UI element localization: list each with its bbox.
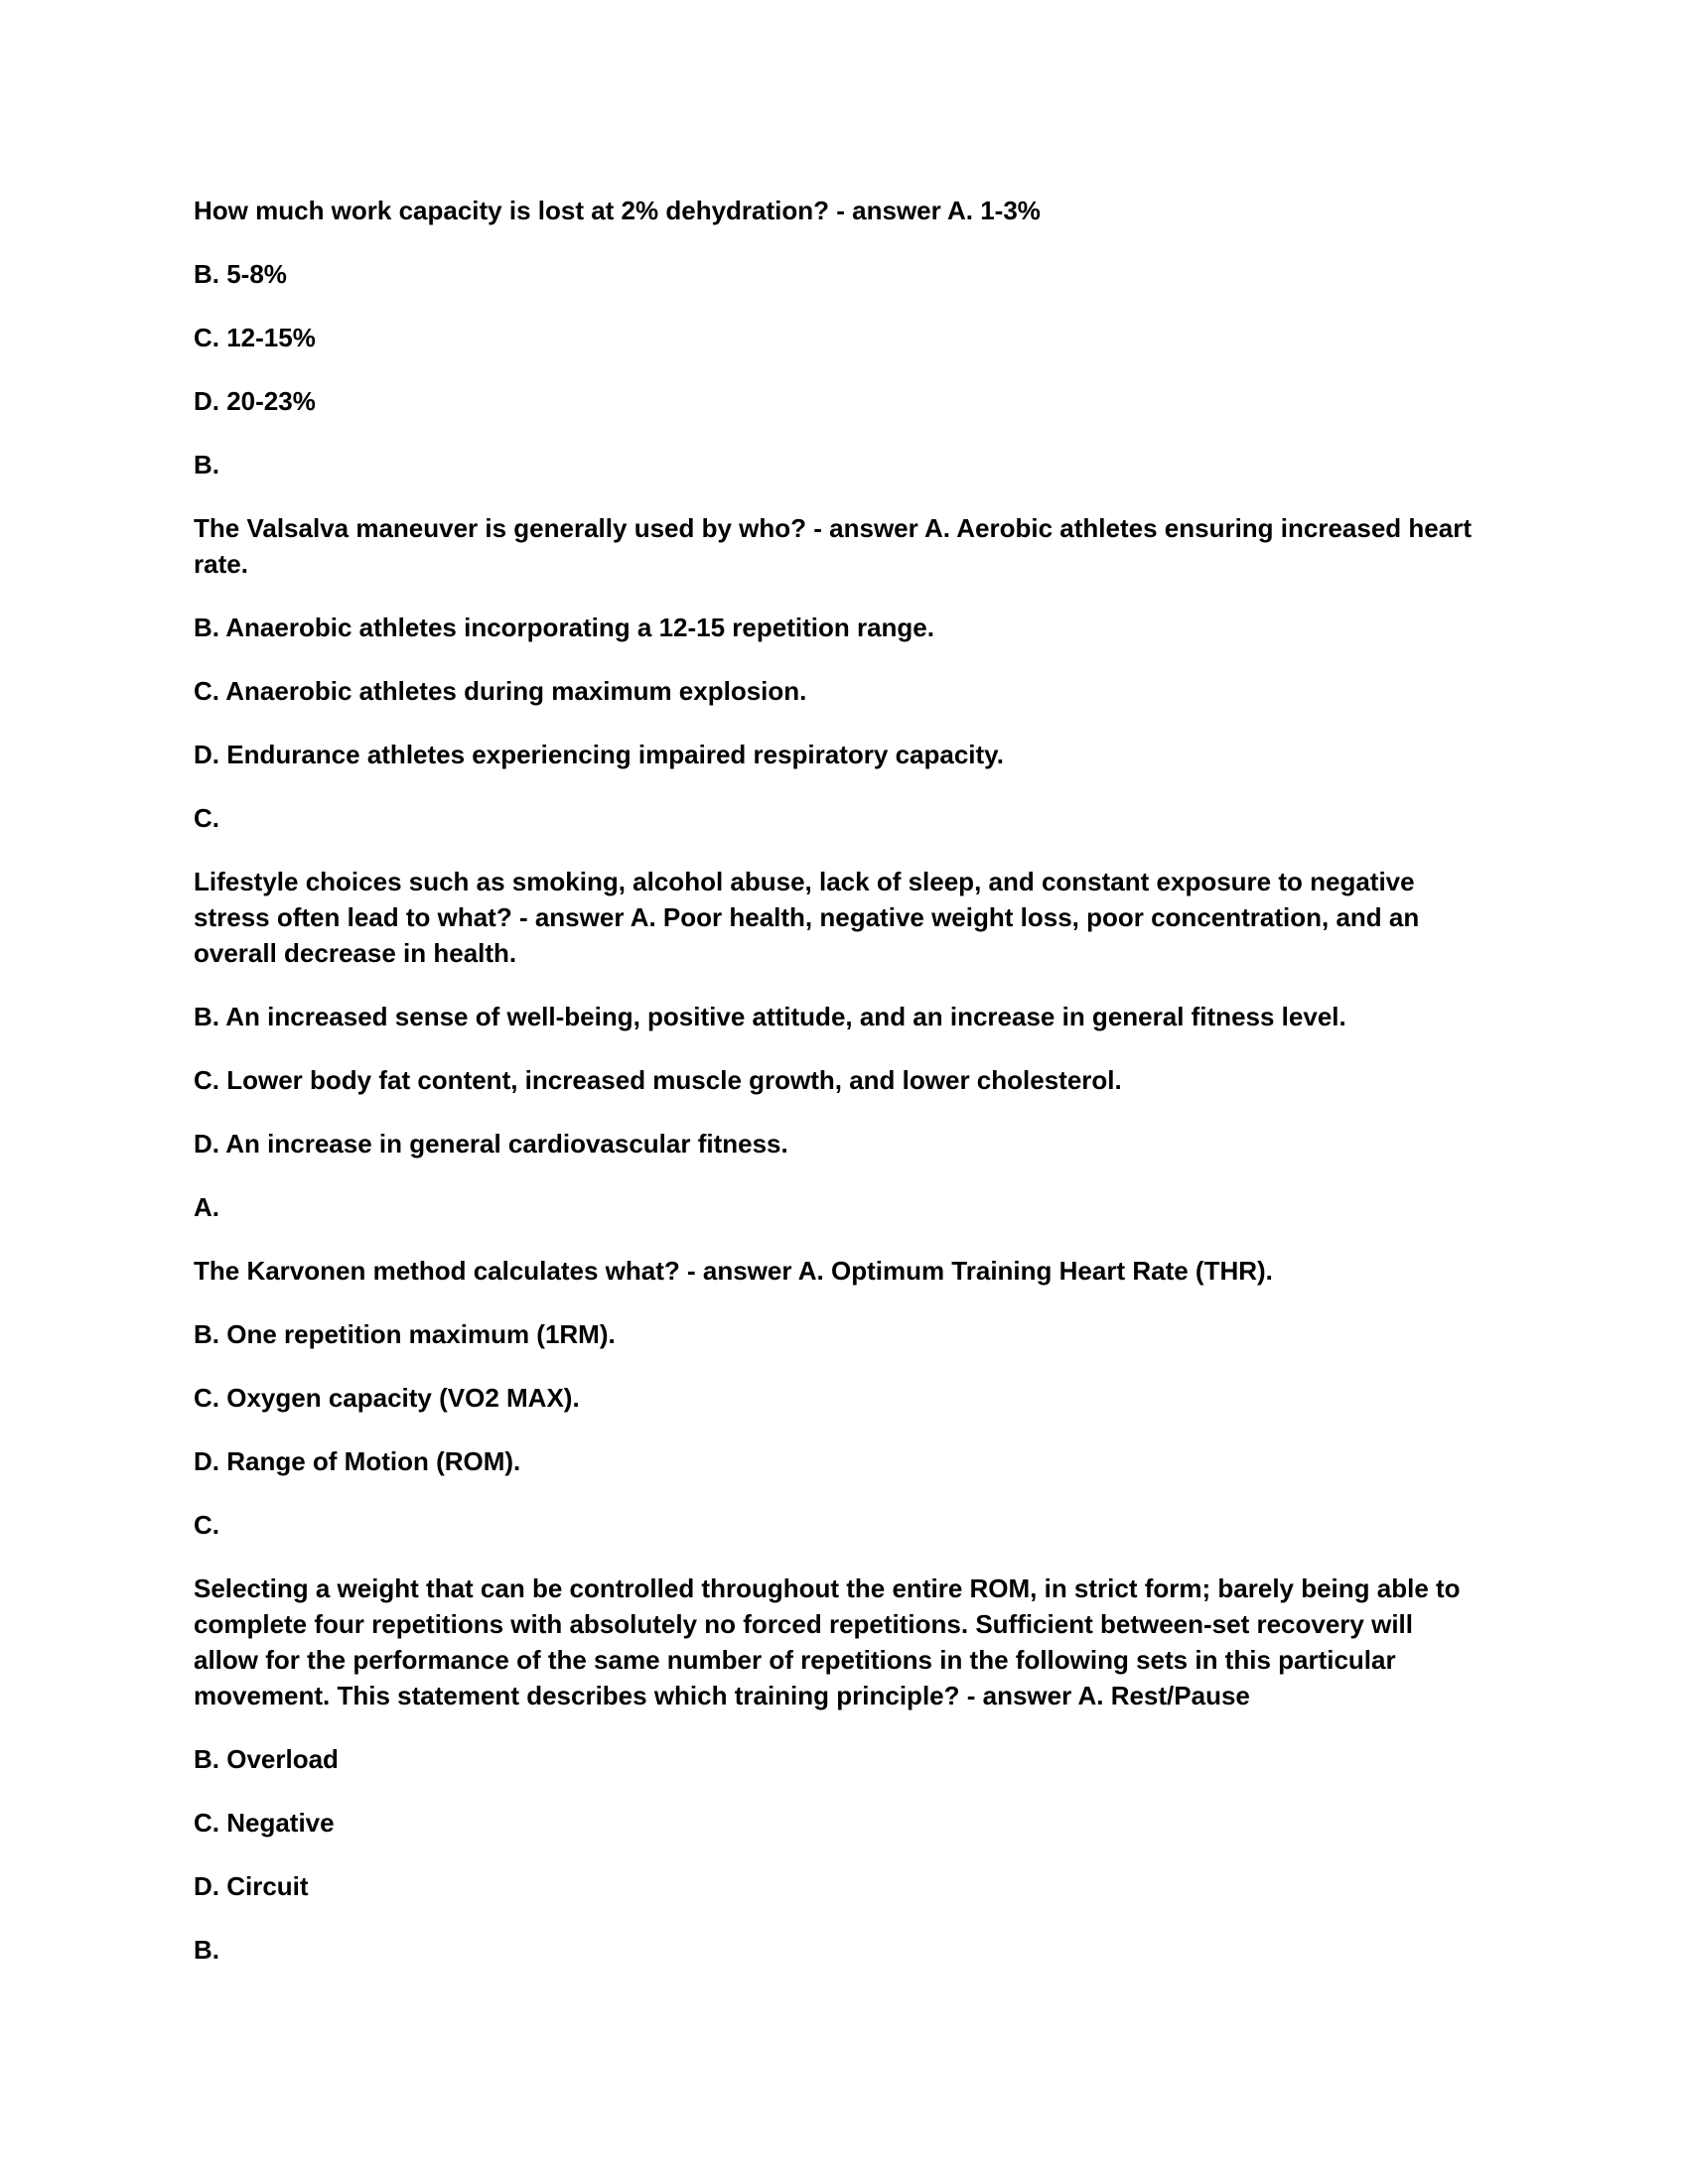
paragraph: D. Endurance athletes experiencing impaired respiratory capacity. xyxy=(194,740,1004,769)
paragraph: C. xyxy=(194,1510,219,1540)
paragraph: C. Negative xyxy=(194,1808,335,1838)
paragraph: C. xyxy=(194,803,219,833)
paragraph: A. xyxy=(194,1192,219,1222)
paragraph: C. Lower body fat content, increased muscle growth, and lower cholesterol. xyxy=(194,1065,1122,1095)
paragraph: B. An increased sense of well-being, positive attitude, and an increase in general fitness level. xyxy=(194,1002,1346,1031)
paragraph: Selecting a weight that can be controlled throughout the entire ROM, in strict form; barely being able to complete four repetitions with absolutely no forced repetitions. Sufficient between-set recovery will allow for the performance of the same number of repetitions in the following sets in this particular movement. This statement describes which training principle? - answer A. Rest/Pause xyxy=(194,1573,1461,1710)
paragraph: B. xyxy=(194,1935,219,1965)
paragraph: B. One repetition maximum (1RM). xyxy=(194,1319,616,1349)
paragraph: B. Overload xyxy=(194,1744,339,1774)
paragraph: B. Anaerobic athletes incorporating a 12-15 repetition range. xyxy=(194,613,934,642)
paragraph: Lifestyle choices such as smoking, alcohol abuse, lack of sleep, and constant exposure to negative stress often lead to what? - answer A. Poor health, negative weight loss, poor concentration, and an overall decrease in health. xyxy=(194,867,1420,968)
paragraph: The Karvonen method calculates what? - answer A. Optimum Training Heart Rate (THR). xyxy=(194,1256,1273,1286)
paragraph: C. Anaerobic athletes during maximum explosion. xyxy=(194,676,807,706)
paragraph: C. Oxygen capacity (VO2 MAX). xyxy=(194,1383,580,1413)
document-page xyxy=(194,193,1484,1995)
paragraph: D. An increase in general cardiovascular fitness. xyxy=(194,1129,788,1159)
paragraph: B. xyxy=(194,450,219,479)
paragraph: The Valsalva maneuver is generally used by who? - answer A. Aerobic athletes ensuring increased heart rate. xyxy=(194,513,1472,579)
paragraph: D. Range of Motion (ROM). xyxy=(194,1446,521,1476)
paragraph: C. 12-15% xyxy=(194,323,316,352)
paragraph: B. 5-8% xyxy=(194,259,287,289)
paragraph: D. Circuit xyxy=(194,1871,309,1901)
paragraph: How much work capacity is lost at 2% dehydration? - answer A. 1-3% xyxy=(194,196,1041,225)
paragraph: D. 20-23% xyxy=(194,386,316,416)
